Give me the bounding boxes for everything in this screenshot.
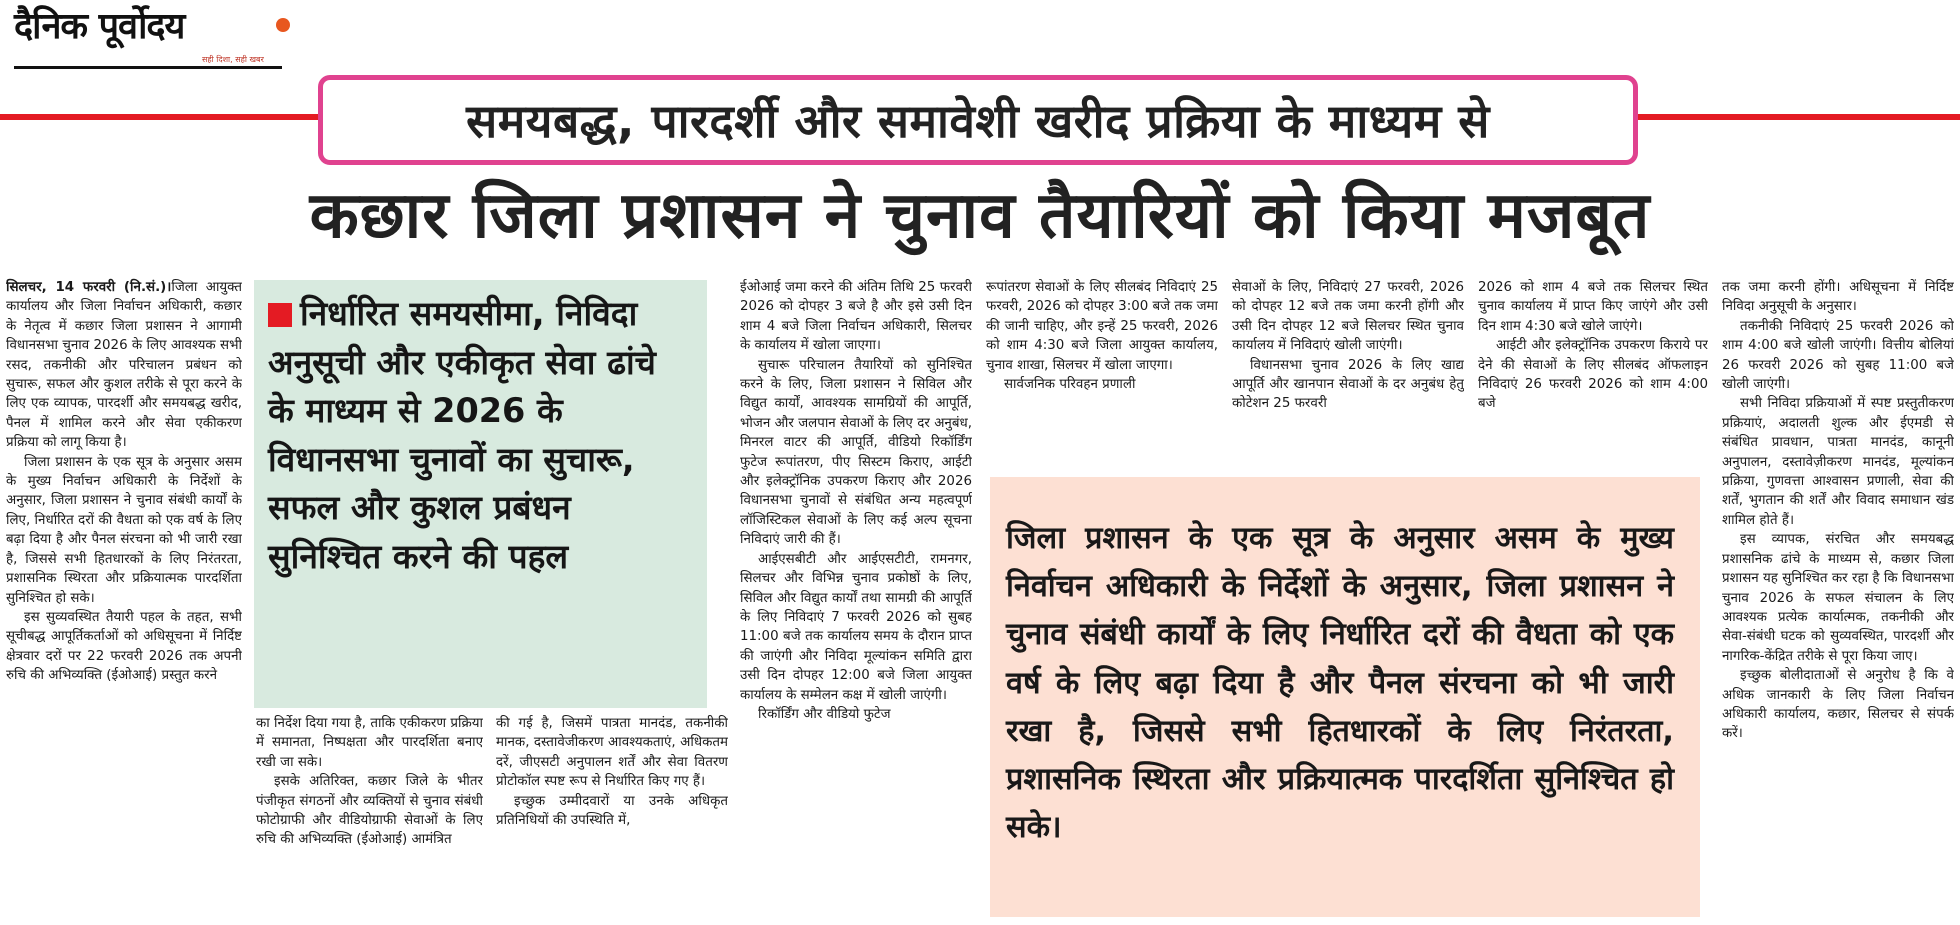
kicker-text: समयबद्ध, पारदर्शी और समावेशी खरीद प्रक्रिया के माध्यम से xyxy=(466,94,1490,148)
pull-quote-box xyxy=(990,477,1700,917)
col2a-para-2: इसके अतिरिक्त, कछार जिले के भीतर पंजीकृत संगठनों और व्यक्तियों से चुनाव संबंधी फोटोग्राफी और वीडियोग्राफी सेवाओं के लिए रुचि की अभिव्यक्ति (ईओआई) आमंत्रित xyxy=(256,774,483,848)
col2a-para-1: का निर्देश दिया गया है, ताकि एकीकरण प्रक्रिया में समानता, निष्पक्षता और पारदर्शिता बनाए रखी जा सके। xyxy=(256,716,483,770)
col5-para-2: विधानसभा चुनाव 2026 के लिए खाद्य आपूर्ति और खानपान सेवाओं के दर अनुबंध हेतु कोटेशन 25 फरवरी xyxy=(1232,357,1464,412)
col6-para-1: 2026 को शाम 4 बजे तक सिलचर स्थित चुनाव कार्यालय में प्राप्त किए जाएंगे और उसी दिन शाम 4:30 बजे खोले जाएंगे। xyxy=(1478,280,1708,334)
column-2b xyxy=(496,714,728,924)
header-rule-left xyxy=(0,114,320,120)
highlight-box xyxy=(254,280,707,708)
col3-para-3: आईएसबीटी और आईएसटीटी, रामनगर, सिलचर और विभिन्न चुनाव प्रकोष्ठों के लिए, सिविल और विद्युत कार्यों तथा सामग्री की आपूर्ति के लिए निविदाएं 7 फरवरी 2026 को सुबह 11:00 बजे तक कार्यालय समय के दौरान प्राप्त की जाएंगी और निविदा मूल्यांकन समिति द्वारा उसी दिन दोपहर 12:00 बजे जिला आयुक्त कार्यालय के सम्मेलन कक्ष में खोली जाएंगी। xyxy=(740,551,972,703)
col7-para-3: सभी निविदा प्रक्रियाओं में स्पष्ट प्रस्तुतीकरण प्रक्रियाएं, अदालती शुल्क और ईएमडी से संबंधित प्रावधान, पात्रता मानदंड, कानूनी अनुपालन, दस्तावेज़ीकरण मानदंड, मूल्यांकन प्रक्रिया, गुणवत्ता आश्वासन प्रणाली, सेवा की शर्तें, भुगतान की शर्तें और विवाद समाधान खंड शामिल होते हैं। xyxy=(1722,396,1954,528)
col3-para-4: रिकॉर्डिंग और वीडियो फुटेज xyxy=(758,706,891,722)
masthead-rule xyxy=(14,66,282,69)
col7-para-4: इस व्यापक, संरचित और समयबद्ध प्रशासनिक ढांचे के माध्यम से, कछार जिला प्रशासन यह सुनिश्चित कर रहा है कि विधानसभा चुनाव 2026 के सफल संचालन के लिए आवश्यक प्रत्येक कार्यात्मक, तकनीकी और सेवा-संबंधी घटक को सुव्यवस्थित, पारदर्शी और नागरिक-केंद्रित तरीके से पूरा किया जाए। xyxy=(1722,532,1954,664)
col1-para-3: इस सुव्यवस्थित तैयारी पहल के तहत, सभी सूचीबद्ध आपूर्तिकर्ताओं को अधिसूचना में निर्दिष्ट क्षेत्रवार दरों पर 22 फरवरी 2026 तक अपनी रुचि की अभिव्यक्ति (ईओआई) प्रस्तुत करने xyxy=(6,609,242,684)
logo-dot-icon xyxy=(276,18,290,32)
masthead xyxy=(14,4,284,70)
column-7 xyxy=(1722,278,1954,923)
col1-para-2: जिला प्रशासन के एक सूत्र के अनुसार असम के मुख्य निर्वाचन अधिकारी के निर्देशों के अनुसार, जिला प्रशासन ने चुनाव संबंधी कार्यों के लिए, निर्धारित दरों की वैधता को एक वर्ष के लिए बढ़ा दिया है और पैनल संरचना को भी जारी रखा है, जिससे सभी हितधारकों के लिए निरंतरता, प्रशासनिक स्थिरता और प्रक्रियात्मक पारदर्शिता सुनिश्चित हो सके। xyxy=(6,454,242,606)
col6-para-2: आईटी और इलेक्ट्रॉनिक उपकरण किराये पर देने की सेवाओं के लिए सीलबंद ऑफलाइन निविदाएं 26 फरवरी 2026 को शाम 4:00 बजे xyxy=(1478,338,1708,412)
kicker-box xyxy=(318,75,1638,165)
col7-para-5: इच्छुक बोलीदाताओं से अनुरोध है कि वे अधिक जानकारी के लिए जिला निर्वाचन अधिकारी कार्यालय, कछार, सिलचर से संपर्क करें। xyxy=(1722,668,1954,742)
column-1 xyxy=(6,278,242,923)
highlight-text: निर्धारित समयसीमा, निविदा अनुसूची और एकीकृत सेवा ढांचे के माध्यम से 2026 के विधानसभा चुनावों का सुचारू, सफल और कुशल प्रबंधन सुनिश्चित करने की पहल xyxy=(268,294,656,576)
col7-para-2: तकनीकी निविदाएं 25 फरवरी 2026 को शाम 4:00 बजे खोली जाएंगी। वित्तीय बोलियां 26 फरवरी 2026 को सुबह 11:00 बजे खोली जाएंगी। xyxy=(1722,318,1954,393)
col4-para-2: सार्वजनिक परिवहन प्रणाली xyxy=(1004,377,1136,393)
newspaper-tagline: सही दिशा, सही खबर xyxy=(202,55,264,64)
column-6 xyxy=(1478,278,1708,473)
column-3 xyxy=(740,278,972,923)
col2b-para-2: इच्छुक उम्मीदवारों या उनके अधिकृत प्रतिनिधियों की उपस्थिति में, xyxy=(496,793,728,829)
col1-para-1: जिला आयुक्त कार्यालय और जिला निर्वाचन अधिकारी, कछार के नेतृत्व में कछार जिला प्रशासन ने आगामी विधानसभा चुनाव 2026 के लिए आवश्यक सभी रसद, तकनीकी और परिचालन प्रबंधन को सुचारू, सफल और कुशल तरीके से पूरा करने के लिए एक व्यापक, पारदर्शी और समयबद्ध खरीद, पैनल में शामिल करने और सेवा एकीकरण प्रक्रिया को लागू किया है। xyxy=(6,280,242,451)
col3-para-2: सुचारू परिचालन तैयारियों को सुनिश्चित करने के लिए, जिला प्रशासन ने सिविल और विद्युत कार्यों, आवश्यक सामग्रियों की आपूर्ति, भोजन और जलपान सेवाओं के लिए दर अनुबंध, मिनरल वाटर की आपूर्ति, वीडियो रिकॉर्डिंग फुटेज रूपांतरण, पीए सिस्टम किराए, आईटी और इलेक्ट्रॉनिक उपकरण किराए और 2026 विधानसभा चुनावों से संबंधित अन्य महत्वपूर्ण लॉजिस्टिकल सेवाओं के लिए कई अल्प सूचना निविदाएं जारी की हैं। xyxy=(740,357,972,548)
column-5 xyxy=(1232,278,1464,473)
pull-quote-text: जिला प्रशासन के एक सूत्र के अनुसार असम के मुख्य निर्वाचन अधिकारी के निर्देशों के अनुसार, जिला प्रशासन ने चुनाव संबंधी कार्यों के लिए निर्धारित दरों की वैधता को एक वर्ष के लिए बढ़ा दिया है और पैनल संरचना को भी जारी रखा है, जिससे सभी हितधारकों के लिए निरंतरता, प्रशासनिक स्थिरता और प्रक्रियात्मक पारदर्शिता सुनिश्चित हो सके। xyxy=(1006,521,1674,846)
column-4 xyxy=(986,278,1218,473)
col2b-para-1: की गई है, जिसमें पात्रता मानदंड, तकनीकी मानक, दस्तावेजीकरण आवश्यकताएं, अधिकतम दरें, जीएसटी अनुपालन शर्तें और सेवा वितरण प्रोटोकॉल स्पष्ट रूप से निर्धारित किए गए हैं। xyxy=(496,716,728,790)
dateline: सिलचर, 14 फरवरी (नि.सं.)। xyxy=(6,280,172,295)
newspaper-name: दैनिक पूर्वोदय xyxy=(14,5,185,47)
col3-para-1: ईओआई जमा करने की अंतिम तिथि 25 फरवरी 2026 को दोपहर 3 बजे है और इसे उसी दिन शाम 4 बजे जिला निर्वाचन अधिकारी, सिलचर के कार्यालय में खोला जाएगा। xyxy=(740,280,972,354)
col4-para-1: रूपांतरण सेवाओं के लिए सीलबंद निविदाएं 25 फरवरी, 2026 को दोपहर 3:00 बजे तक जमा की जानी चाहिए, और इन्हें 25 फरवरी, 2026 को शाम 4:30 बजे जिला आयुक्त कार्यालय, चुनाव शाखा, सिलचर में खोला जाएगा। xyxy=(986,280,1218,373)
column-2a xyxy=(256,714,483,924)
col7-para-1: तक जमा करनी होंगी। अधिसूचना में निर्दिष्ट निविदा अनुसूची के अनुसार। xyxy=(1722,280,1954,315)
headline: कछार जिला प्रशासन ने चुनाव तैयारियों को किया मजबूत xyxy=(309,179,1651,253)
col5-para-1: सेवाओं के लिए, निविदाएं 27 फरवरी, 2026 को दोपहर 12 बजे तक जमा करनी होंगी और उसी दिन दोपहर 12 बजे सिलचर स्थित चुनाव कार्यालय में निविदाएं खोली जाएंगी। xyxy=(1232,280,1464,354)
header-rule-right xyxy=(1636,114,1960,120)
red-square-icon xyxy=(268,303,292,327)
